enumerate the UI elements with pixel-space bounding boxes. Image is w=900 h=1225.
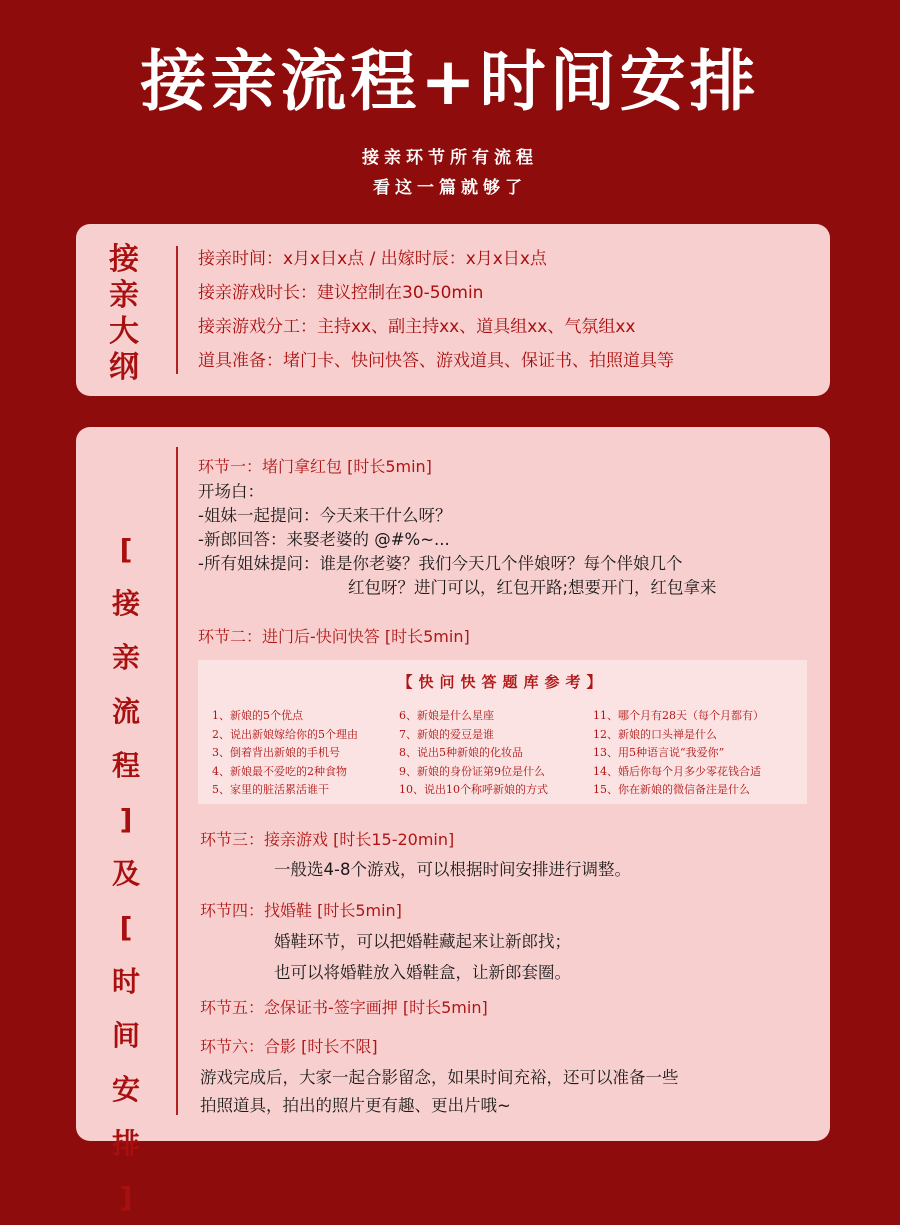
step1-line: -姐妹一起提问：今天来干什么呀？ — [198, 506, 452, 525]
process-title-char: 程 — [111, 749, 140, 782]
process-title-char: 流 — [111, 695, 140, 728]
quiz-item: 11、哪个月有28天（每个月都有） — [593, 709, 764, 722]
step1-line: 开场白： — [198, 482, 264, 501]
quiz-item: 5、家里的脏活累活谁干 — [212, 783, 329, 796]
process-title-char: 接 — [111, 587, 140, 620]
step4-heading: 环节四：找婚鞋 [时长5min] — [200, 901, 402, 920]
quiz-box — [198, 660, 807, 804]
step1-heading: 环节一：堵门拿红包 [时长5min] — [198, 457, 432, 476]
step3-line: 一般选4-8个游戏，可以根据时间安排进行调整。 — [274, 860, 631, 879]
page-title: 接亲流程+时间安排 — [140, 43, 760, 120]
outline-roles: 接亲游戏分工：主持xx、副主持xx、道具组xx、气氛组xx — [198, 317, 636, 337]
outline-title-char: 纲 — [109, 350, 139, 385]
process-title-char: [ — [119, 533, 133, 566]
step6-heading: 环节六：合影 [时长不限] — [200, 1037, 378, 1056]
outline-divider — [176, 246, 178, 374]
step5-heading: 环节五：念保证书-签字画押 [时长5min] — [200, 998, 488, 1017]
process-title-char: 安 — [111, 1073, 140, 1106]
quiz-title: 【快问快答题库参考】 — [397, 673, 608, 691]
quiz-item: 14、婚后你每个月多少零花钱合适 — [593, 764, 761, 778]
process-title-char: 间 — [111, 1019, 140, 1052]
outline-duration: 接亲游戏时长：建议控制在30-50min — [198, 283, 484, 303]
quiz-column-2 — [399, 707, 548, 800]
process-title-char: ] — [119, 803, 133, 836]
outline-title-char: 亲 — [109, 278, 139, 313]
step6-line: 游戏完成后，大家一起合影留念，如果时间充裕，还可以准备一些 — [200, 1068, 679, 1087]
quiz-item: 2、说出新娘嫁给你的5个理由 — [212, 727, 358, 741]
quiz-item: 9、新娘的身份证第9位是什么 — [399, 764, 545, 778]
subtitle-line-2: 看这一篇就够了 — [373, 178, 527, 198]
quiz-item: 6、新娘是什么星座 — [399, 709, 494, 722]
process-title-char: 亲 — [111, 641, 140, 674]
process-title-char: 时 — [111, 965, 140, 998]
quiz-item: 7、新娘的爱豆是谁 — [399, 727, 494, 741]
quiz-item: 15、你在新娘的微信备注是什么 — [593, 783, 750, 796]
step2-heading: 环节二：进门后-快问快答 [时长5min] — [198, 627, 470, 646]
process-divider — [176, 447, 178, 1115]
quiz-item: 12、新娘的口头禅是什么 — [593, 727, 717, 741]
outline-title-char: 大 — [109, 314, 139, 349]
outline-props: 道具准备：堵门卡、快问快答、游戏道具、保证书、拍照道具等 — [198, 351, 674, 371]
outline-title-char: 接 — [109, 242, 139, 277]
outline-card — [76, 224, 830, 396]
process-title-char: ] — [119, 1181, 133, 1214]
quiz-item: 3、倒着背出新娘的手机号 — [212, 746, 340, 759]
step4-line: 也可以将婚鞋放入婚鞋盒，让新郎套圈。 — [274, 963, 571, 982]
quiz-column-3 — [593, 707, 764, 800]
step6-line: 拍照道具，拍出的照片更有趣、更出片哦~ — [200, 1096, 511, 1115]
step3-heading: 环节三：接亲游戏 [时长15-20min] — [200, 830, 455, 849]
step1-line: 红包呀？进门可以，红包开路;想要开门，红包拿来 — [348, 578, 717, 597]
step4-line: 婚鞋环节，可以把婚鞋藏起来让新郎找； — [274, 932, 571, 951]
process-title-char: 排 — [111, 1127, 140, 1160]
process-title-char: [ — [119, 911, 133, 944]
quiz-item: 1、新娘的5个优点 — [212, 709, 303, 722]
step1-line: -所有姐妹提问：谁是你老婆？我们今天几个伴娘呀？每个伴娘几个 — [198, 554, 683, 573]
process-card — [76, 427, 830, 1214]
subtitle-line-1: 接亲环节所有流程 — [362, 148, 538, 168]
process-title-char: 及 — [111, 857, 140, 890]
process-vertical-title — [96, 523, 156, 1225]
quiz-item: 4、新娘最不爱吃的2种食物 — [212, 764, 347, 778]
outline-vertical-title — [104, 242, 144, 386]
quiz-column-1 — [212, 707, 358, 800]
quiz-item: 13、用5种语言说“我爱你” — [593, 746, 725, 759]
step1-line: -新郎回答：来娶老婆的 @#%~... — [198, 530, 450, 549]
quiz-item: 8、说出5种新娘的化妆品 — [399, 746, 523, 759]
outline-time: 接亲时间：x月x日x点 / 出嫁时辰：x月x日x点 — [198, 249, 547, 269]
outline-list — [198, 242, 674, 378]
quiz-item: 10、说出10个称呼新娘的方式 — [399, 783, 548, 796]
